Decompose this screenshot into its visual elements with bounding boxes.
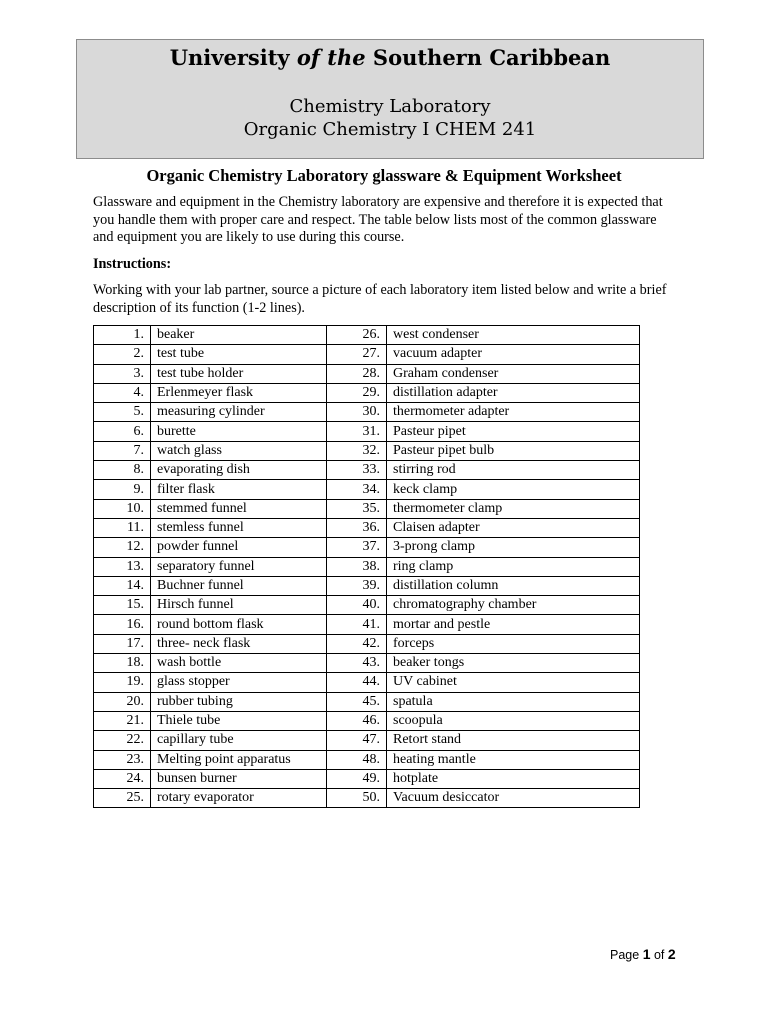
item-number-right: 42. [327, 634, 387, 653]
item-name-left: measuring cylinder [151, 403, 327, 422]
table-row [94, 422, 640, 441]
item-name-right: Graham condenser [387, 364, 640, 383]
table-row [94, 518, 640, 537]
item-name-right: heating mantle [387, 750, 640, 769]
item-number-right: 26. [327, 326, 387, 345]
item-number-right: 35. [327, 499, 387, 518]
item-name-left: Buchner funnel [151, 576, 327, 595]
item-number-left: 3. [94, 364, 151, 383]
item-name-right: 3-prong clamp [387, 538, 640, 557]
table-row [94, 769, 640, 788]
item-name-right: ring clamp [387, 557, 640, 576]
table-row [94, 326, 640, 345]
item-name-right: Claisen adapter [387, 518, 640, 537]
table-row [94, 789, 640, 808]
item-number-right: 33. [327, 461, 387, 480]
table-row [94, 480, 640, 499]
item-number-left: 14. [94, 576, 151, 595]
item-name-left: test tube holder [151, 364, 327, 383]
item-name-left: burette [151, 422, 327, 441]
item-name-left: capillary tube [151, 731, 327, 750]
item-name-left: rubber tubing [151, 692, 327, 711]
item-number-left: 25. [94, 789, 151, 808]
item-number-right: 47. [327, 731, 387, 750]
item-name-left: Erlenmeyer flask [151, 383, 327, 402]
item-name-right: chromatography chamber [387, 596, 640, 615]
university-name-end: Southern Caribbean [372, 45, 611, 70]
item-number-left: 9. [94, 480, 151, 499]
item-number-right: 44. [327, 673, 387, 692]
item-name-left: stemless funnel [151, 518, 327, 537]
item-number-left: 7. [94, 441, 151, 460]
item-name-right: thermometer clamp [387, 499, 640, 518]
item-name-right: vacuum adapter [387, 345, 640, 364]
item-name-left: wash bottle [151, 654, 327, 673]
item-number-left: 15. [94, 596, 151, 615]
item-name-left: rotary evaporator [151, 789, 327, 808]
item-number-right: 49. [327, 769, 387, 788]
page-total: 2 [667, 946, 676, 962]
item-number-right: 50. [327, 789, 387, 808]
university-name-italic: of the [296, 45, 366, 70]
item-name-right: beaker tongs [387, 654, 640, 673]
item-number-left: 23. [94, 750, 151, 769]
table-row [94, 499, 640, 518]
item-name-left: Melting point apparatus [151, 750, 327, 769]
item-number-left: 6. [94, 422, 151, 441]
item-number-left: 20. [94, 692, 151, 711]
header-box [76, 39, 704, 159]
item-number-left: 18. [94, 654, 151, 673]
item-name-right: Vacuum desiccator [387, 789, 640, 808]
university-name-start: University [169, 45, 290, 70]
item-name-left: Hirsch funnel [151, 596, 327, 615]
item-number-right: 31. [327, 422, 387, 441]
table-row [94, 731, 640, 750]
item-name-left: filter flask [151, 480, 327, 499]
item-name-left: beaker [151, 326, 327, 345]
table-row [94, 345, 640, 364]
item-name-left: three- neck flask [151, 634, 327, 653]
instructions-text: Working with your lab partner, source a picture of each laboratory item listed below and write a brief description of its function (1-2 lines). [93, 282, 667, 316]
item-number-left: 17. [94, 634, 151, 653]
item-name-left: Thiele tube [151, 711, 327, 730]
item-number-left: 10. [94, 499, 151, 518]
item-name-right: Pasteur pipet bulb [387, 441, 640, 460]
item-name-left: stemmed funnel [151, 499, 327, 518]
worksheet-title: Organic Chemistry Laboratory glassware & Equipment Worksheet [146, 166, 622, 185]
item-number-right: 46. [327, 711, 387, 730]
equipment-table-body [94, 326, 640, 808]
table-row [94, 634, 640, 653]
table-row [94, 538, 640, 557]
table-row [94, 596, 640, 615]
page-of-label: of [653, 948, 665, 962]
item-number-right: 30. [327, 403, 387, 422]
table-row [94, 383, 640, 402]
item-name-right: Pasteur pipet [387, 422, 640, 441]
item-name-right: spatula [387, 692, 640, 711]
item-number-left: 22. [94, 731, 151, 750]
item-name-right: keck clamp [387, 480, 640, 499]
item-name-right: distillation column [387, 576, 640, 595]
item-number-right: 43. [327, 654, 387, 673]
item-number-right: 32. [327, 441, 387, 460]
table-row [94, 557, 640, 576]
item-number-left: 16. [94, 615, 151, 634]
item-name-right: scoopula [387, 711, 640, 730]
item-number-right: 48. [327, 750, 387, 769]
item-number-left: 1. [94, 326, 151, 345]
table-row [94, 364, 640, 383]
table-row [94, 711, 640, 730]
item-number-right: 40. [327, 596, 387, 615]
item-name-left: powder funnel [151, 538, 327, 557]
item-number-left: 13. [94, 557, 151, 576]
item-number-left: 12. [94, 538, 151, 557]
item-name-left: bunsen burner [151, 769, 327, 788]
table-row [94, 461, 640, 480]
item-name-right: hotplate [387, 769, 640, 788]
page-label: Page [610, 948, 640, 962]
item-name-left: test tube [151, 345, 327, 364]
table-row [94, 403, 640, 422]
item-name-left: evaporating dish [151, 461, 327, 480]
item-number-right: 34. [327, 480, 387, 499]
item-number-left: 5. [94, 403, 151, 422]
table-row [94, 692, 640, 711]
table-row [94, 654, 640, 673]
item-number-left: 4. [94, 383, 151, 402]
table-row [94, 576, 640, 595]
course-line-1: Chemistry Laboratory [289, 96, 491, 117]
item-name-right: distillation adapter [387, 383, 640, 402]
item-number-left: 8. [94, 461, 151, 480]
university-name [77, 45, 703, 71]
equipment-table [93, 325, 640, 808]
item-number-left: 24. [94, 769, 151, 788]
item-number-left: 19. [94, 673, 151, 692]
item-number-right: 39. [327, 576, 387, 595]
item-name-right: forceps [387, 634, 640, 653]
item-name-right: stirring rod [387, 461, 640, 480]
item-number-right: 27. [327, 345, 387, 364]
item-name-right: west condenser [387, 326, 640, 345]
item-name-left: watch glass [151, 441, 327, 460]
item-name-left: separatory funnel [151, 557, 327, 576]
item-number-left: 2. [94, 345, 151, 364]
item-number-right: 28. [327, 364, 387, 383]
instructions-heading: Instructions: [93, 256, 172, 272]
intro-paragraph: Glassware and equipment in the Chemistry laboratory are expensive and therefore it is expected that you handle them with proper care and respect. The table below lists most of the common glassware and equipment you are likely to use during this course. [93, 194, 663, 245]
item-name-right: Retort stand [387, 731, 640, 750]
item-number-left: 21. [94, 711, 151, 730]
page-current: 1 [642, 946, 651, 962]
item-number-right: 29. [327, 383, 387, 402]
item-name-right: UV cabinet [387, 673, 640, 692]
item-name-left: round bottom flask [151, 615, 327, 634]
item-number-right: 36. [327, 518, 387, 537]
page-footer [610, 946, 676, 962]
table-row [94, 441, 640, 460]
item-number-left: 11. [94, 518, 151, 537]
item-name-right: mortar and pestle [387, 615, 640, 634]
table-row [94, 750, 640, 769]
table-row [94, 615, 640, 634]
table-row [94, 673, 640, 692]
item-number-right: 45. [327, 692, 387, 711]
item-number-right: 38. [327, 557, 387, 576]
item-number-right: 41. [327, 615, 387, 634]
item-number-right: 37. [327, 538, 387, 557]
item-name-left: glass stopper [151, 673, 327, 692]
course-line-2: Organic Chemistry I CHEM 241 [243, 119, 537, 140]
item-name-right: thermometer adapter [387, 403, 640, 422]
